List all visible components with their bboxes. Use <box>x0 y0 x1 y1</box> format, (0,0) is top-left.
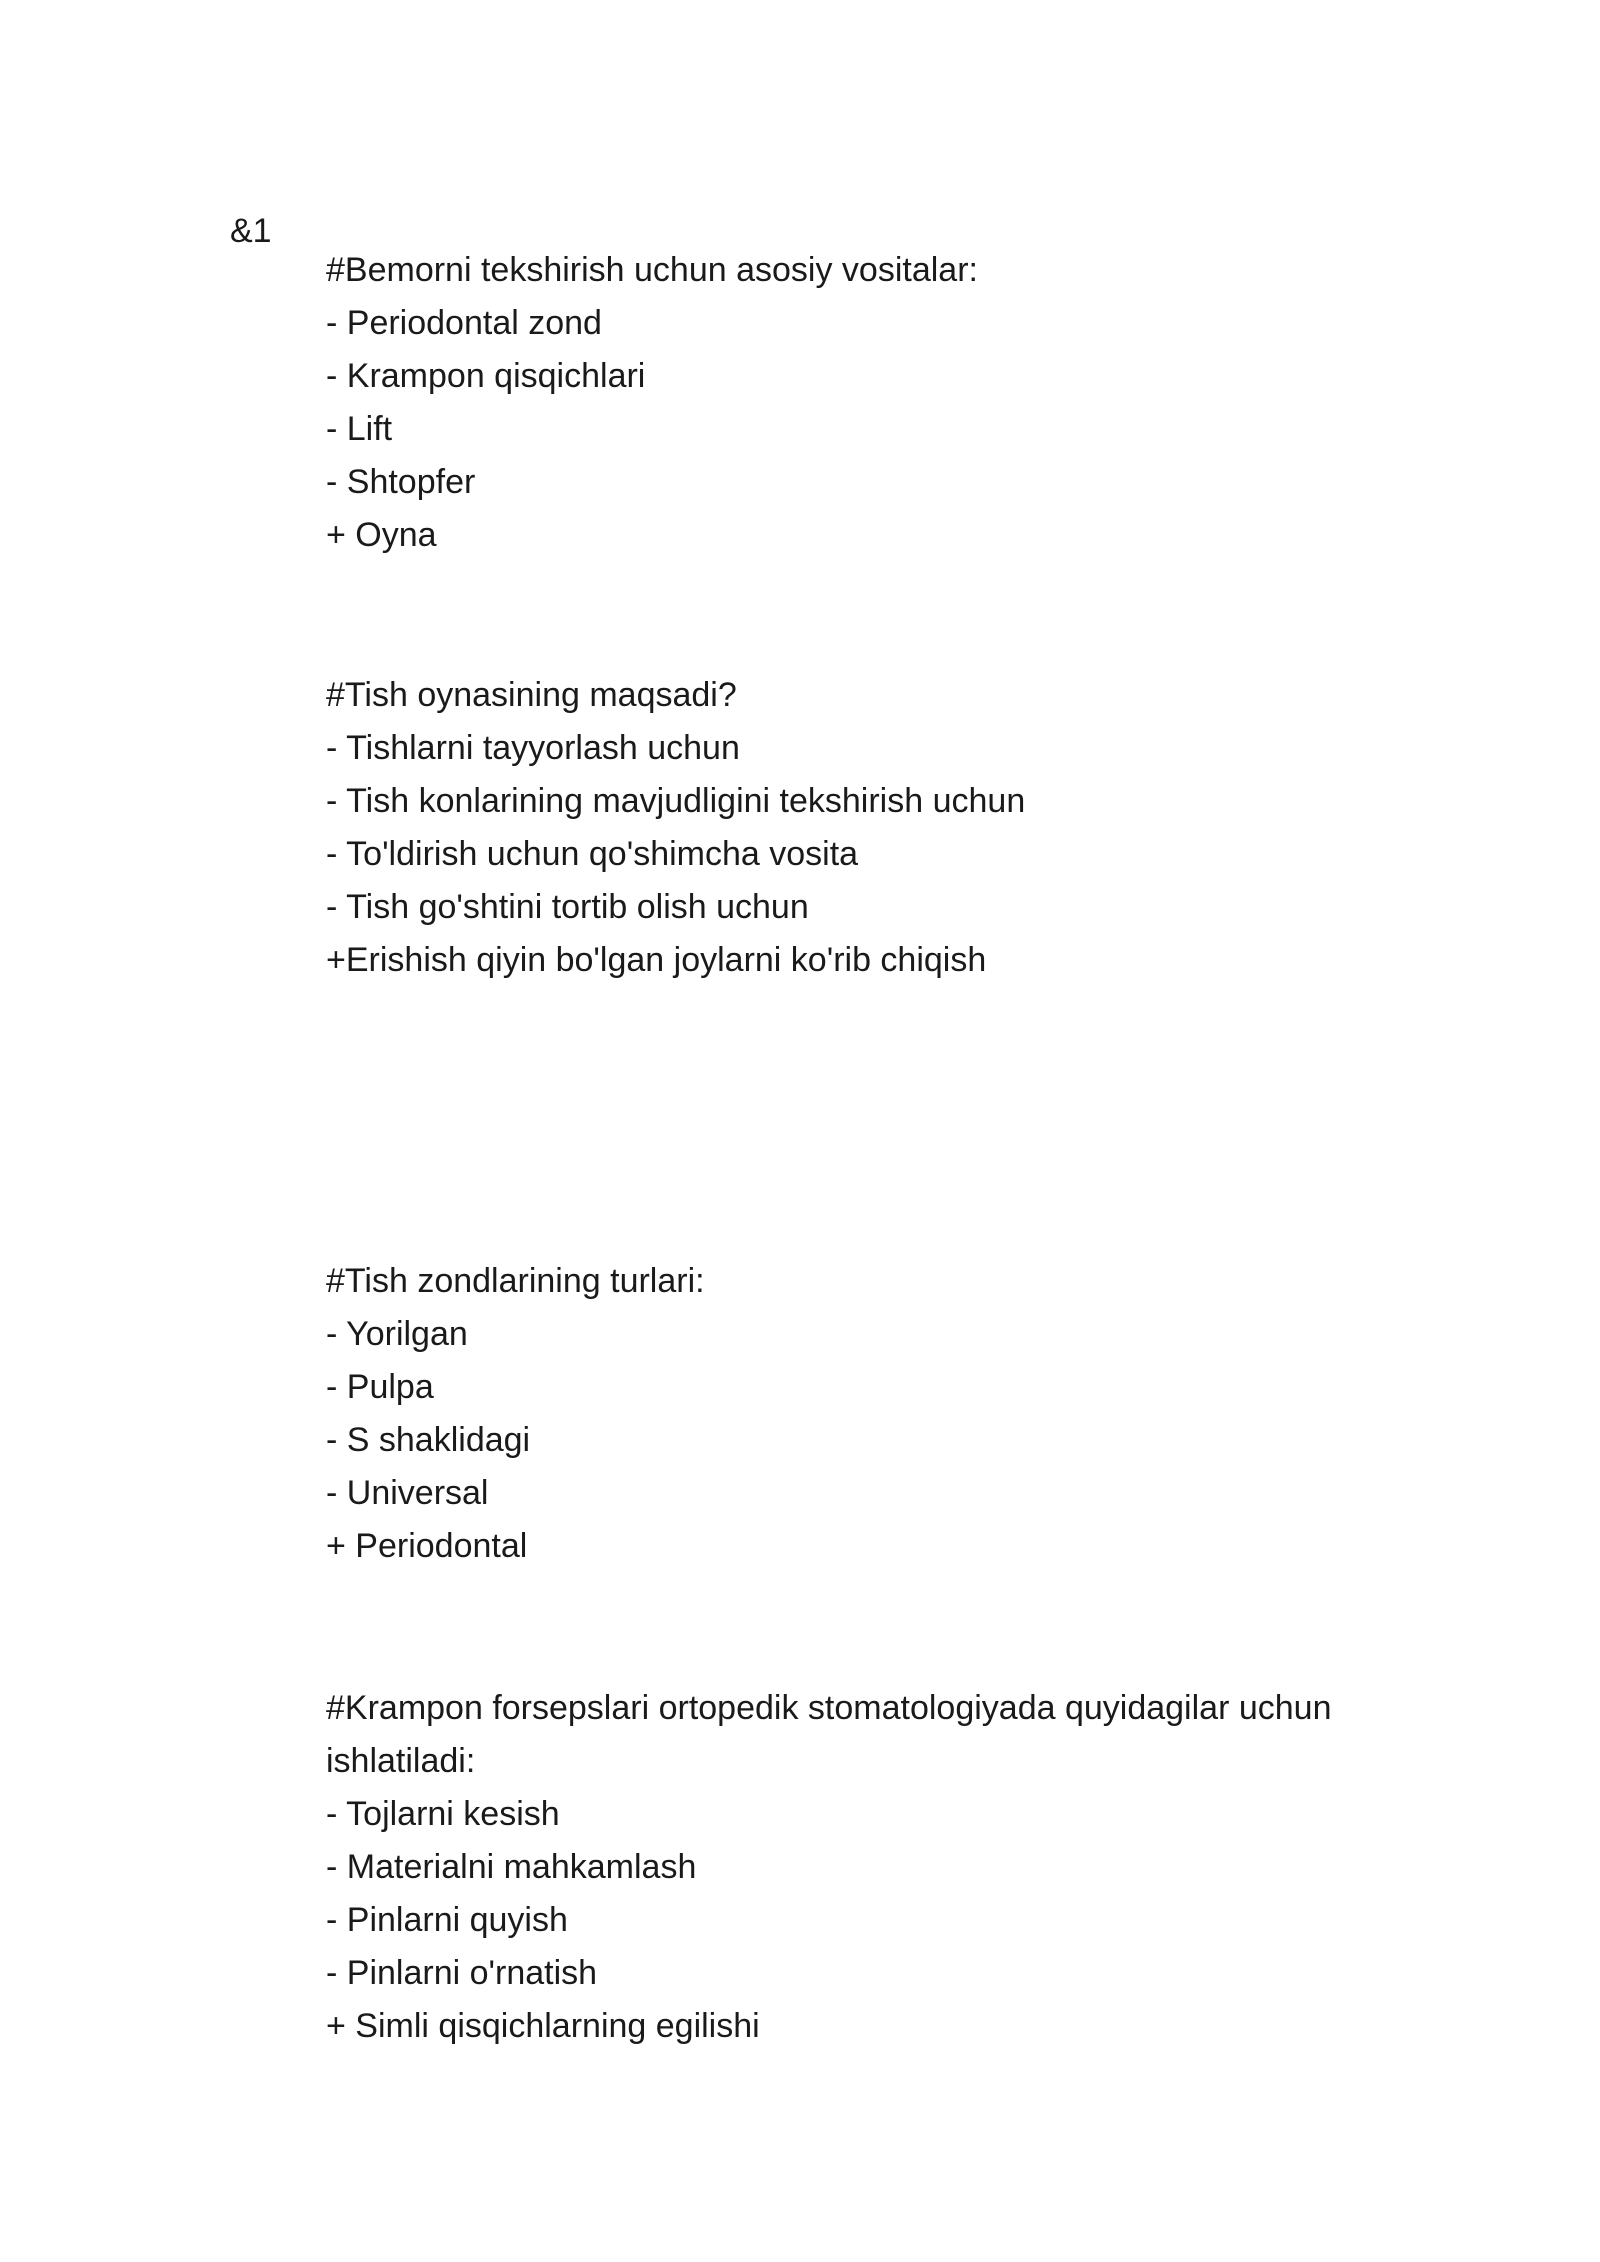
answer-option: - Tish go'shtini tortib olish uchun <box>326 888 809 926</box>
answer-option-correct: +Erishish qiyin bo'lgan joylarni ko'rib chiqish <box>326 941 987 979</box>
question-block-1 <box>326 244 1386 562</box>
question-title: #Tish oynasining maqsadi? <box>326 676 737 714</box>
question-block-4 <box>326 1682 1386 2053</box>
answer-option-correct: + Simli qisqichlarning egilishi <box>326 2007 760 2045</box>
answer-option: - Krampon qisqichlari <box>326 357 646 395</box>
question-block-3 <box>326 1255 1386 1573</box>
answer-option-correct: + Periodontal <box>326 1527 528 1565</box>
answer-option: - Tojlarni kesish <box>326 1795 560 1833</box>
answer-option: - Shtopfer <box>326 463 476 501</box>
answer-option: - Periodontal zond <box>326 304 602 342</box>
question-set-marker: &1 <box>230 212 272 250</box>
question-title: #Krampon forsepslari ortopedik stomatologiyada quyidagilar uchun ishlatiladi: <box>326 1689 1332 1780</box>
answer-option: - Yorilgan <box>326 1315 468 1353</box>
answer-option: - Materialni mahkamlash <box>326 1848 697 1886</box>
question-title: #Tish zondlarining turlari: <box>326 1262 705 1300</box>
answer-option: - Tishlarni tayyorlash uchun <box>326 729 740 767</box>
answer-option: - Lift <box>326 410 393 448</box>
answer-option: - Tish konlarining mavjudligini tekshirish uchun <box>326 782 1026 820</box>
answer-option: - S shaklidagi <box>326 1421 531 1459</box>
answer-option: - Pulpa <box>326 1368 434 1406</box>
answer-option: - Pinlarni quyish <box>326 1901 568 1939</box>
question-title: #Bemorni tekshirish uchun asosiy vositalar: <box>326 251 978 289</box>
answer-option: - Universal <box>326 1474 489 1512</box>
answer-option: - To'ldirish uchun qo'shimcha vosita <box>326 835 859 873</box>
answer-option-correct: + Oyna <box>326 516 437 554</box>
question-block-2 <box>326 669 1386 987</box>
answer-option: - Pinlarni o'rnatish <box>326 1954 598 1992</box>
